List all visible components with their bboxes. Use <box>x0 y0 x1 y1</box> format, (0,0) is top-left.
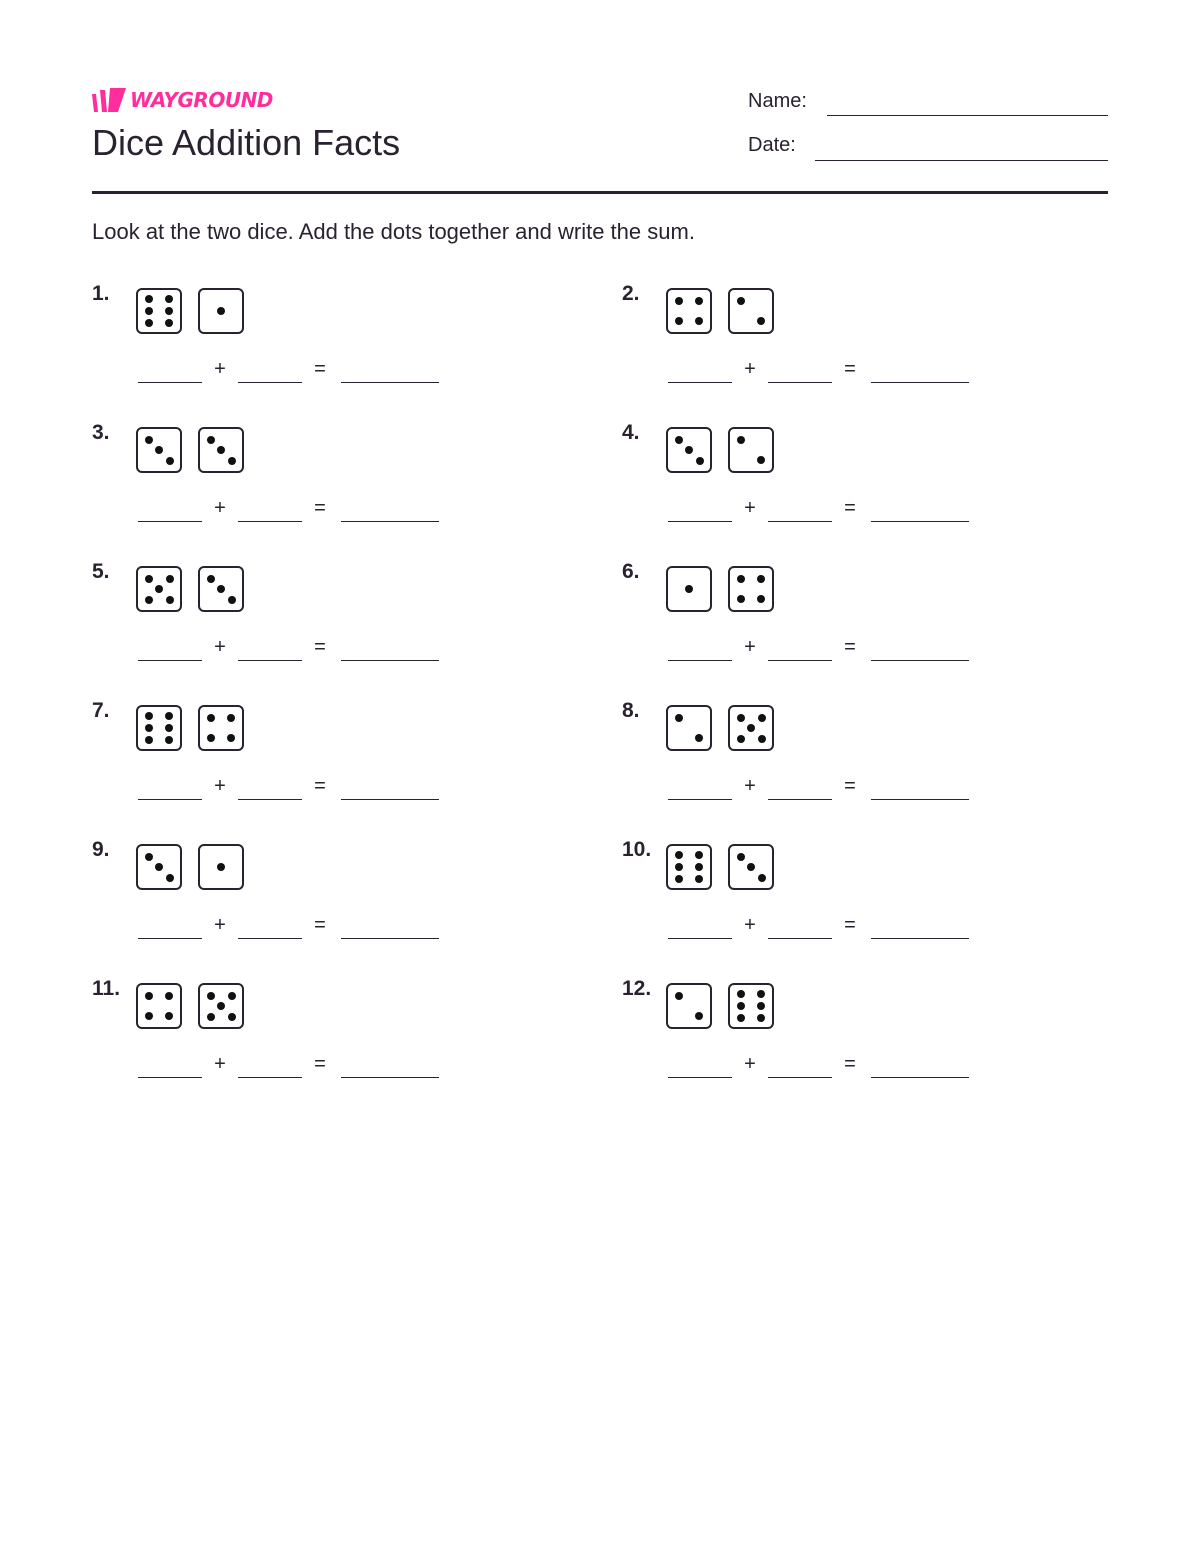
die-pip <box>757 990 765 998</box>
problem-number: 10. <box>622 838 652 861</box>
die-pip <box>165 1012 173 1020</box>
die-pip <box>737 575 745 583</box>
problem-2 <box>622 282 1042 402</box>
die-pip <box>228 992 236 1000</box>
die-pip <box>758 874 766 882</box>
die-pip <box>695 317 703 325</box>
die-pip <box>207 436 215 444</box>
die-pip <box>166 596 174 604</box>
instructions: Look at the two dice. Add the dots together and write the sum. <box>92 219 695 244</box>
die-pip <box>145 295 153 303</box>
plus-sign: + <box>744 1053 756 1075</box>
die-pip <box>696 457 704 465</box>
addend-1-blank[interactable] <box>138 1077 202 1078</box>
die-pip <box>675 297 683 305</box>
sum-blank[interactable] <box>341 660 439 661</box>
plus-sign: + <box>744 497 756 519</box>
die-pip <box>217 307 225 315</box>
addend-1-blank[interactable] <box>668 799 732 800</box>
problem-7 <box>92 699 512 819</box>
die-pip <box>685 446 693 454</box>
addend-2-blank[interactable] <box>768 382 832 383</box>
die-face-4-icon <box>666 288 712 334</box>
die-pip <box>737 595 745 603</box>
die-pip <box>145 736 153 744</box>
die-face-5-icon <box>728 705 774 751</box>
die-pip <box>228 1013 236 1021</box>
die-pip <box>737 297 745 305</box>
problem-3 <box>92 421 512 541</box>
die-pip <box>228 457 236 465</box>
die-pip <box>165 319 173 327</box>
die-pip <box>757 595 765 603</box>
problem-number: 9. <box>92 838 110 861</box>
die-pip <box>166 874 174 882</box>
die-pip <box>685 585 693 593</box>
die-pip <box>207 714 215 722</box>
die-pip <box>145 596 153 604</box>
addend-1-blank[interactable] <box>668 1077 732 1078</box>
addend-1-blank[interactable] <box>668 938 732 939</box>
die-pip <box>145 436 153 444</box>
problem-10 <box>622 838 1042 958</box>
die-face-5-icon <box>198 983 244 1029</box>
die-face-4-icon <box>728 566 774 612</box>
plus-sign: + <box>214 497 226 519</box>
equals-sign: = <box>314 914 326 936</box>
sum-blank[interactable] <box>871 1077 969 1078</box>
addend-2-blank[interactable] <box>238 521 302 522</box>
name-label: Name: <box>748 90 807 112</box>
name-field[interactable] <box>827 115 1108 116</box>
equals-sign: = <box>314 636 326 658</box>
die-pip <box>757 456 765 464</box>
die-pip <box>737 1014 745 1022</box>
die-pip <box>737 714 745 722</box>
die-pip <box>217 585 225 593</box>
addend-1-blank[interactable] <box>668 660 732 661</box>
die-pip <box>758 735 766 743</box>
die-pip <box>165 736 173 744</box>
die-face-1-icon <box>198 288 244 334</box>
die-pip <box>747 863 755 871</box>
header-divider <box>92 191 1108 194</box>
die-pip <box>145 992 153 1000</box>
equals-sign: = <box>314 497 326 519</box>
sum-blank[interactable] <box>871 938 969 939</box>
die-face-3-icon <box>728 844 774 890</box>
sum-blank[interactable] <box>341 382 439 383</box>
die-pip <box>695 851 703 859</box>
die-pip <box>695 1012 703 1020</box>
equals-sign: = <box>314 775 326 797</box>
die-face-6-icon <box>136 288 182 334</box>
die-pip <box>695 863 703 871</box>
die-pip <box>165 724 173 732</box>
problem-number: 8. <box>622 699 640 722</box>
equals-sign: = <box>844 1053 856 1075</box>
die-face-2-icon <box>728 427 774 473</box>
die-face-3-icon <box>198 566 244 612</box>
equals-sign: = <box>844 636 856 658</box>
die-pip <box>747 724 755 732</box>
addend-1-blank[interactable] <box>138 521 202 522</box>
equals-sign: = <box>844 775 856 797</box>
die-face-2-icon <box>666 983 712 1029</box>
die-pip <box>675 863 683 871</box>
plus-sign: + <box>744 775 756 797</box>
plus-sign: + <box>744 914 756 936</box>
die-face-1-icon <box>198 844 244 890</box>
sum-blank[interactable] <box>871 521 969 522</box>
addend-2-blank[interactable] <box>238 660 302 661</box>
sum-blank[interactable] <box>871 382 969 383</box>
die-pip <box>165 992 173 1000</box>
die-pip <box>757 1014 765 1022</box>
die-pip <box>207 575 215 583</box>
plus-sign: + <box>214 636 226 658</box>
addend-2-blank[interactable] <box>238 1077 302 1078</box>
problem-number: 11. <box>92 977 121 1000</box>
die-face-2-icon <box>728 288 774 334</box>
problem-4 <box>622 421 1042 541</box>
die-pip <box>757 317 765 325</box>
problem-9 <box>92 838 512 958</box>
problem-5 <box>92 560 512 680</box>
addend-1-blank[interactable] <box>138 938 202 939</box>
equals-sign: = <box>314 358 326 380</box>
problem-number: 12. <box>622 977 652 1000</box>
sum-blank[interactable] <box>341 521 439 522</box>
die-pip <box>217 863 225 871</box>
die-pip <box>217 1002 225 1010</box>
sum-blank[interactable] <box>341 1077 439 1078</box>
plus-sign: + <box>214 914 226 936</box>
plus-sign: + <box>214 775 226 797</box>
die-face-6-icon <box>728 983 774 1029</box>
die-pip <box>207 1013 215 1021</box>
die-pip <box>758 714 766 722</box>
die-pip <box>165 712 173 720</box>
die-pip <box>217 446 225 454</box>
date-field[interactable] <box>815 160 1108 161</box>
problem-number: 7. <box>92 699 110 722</box>
addend-2-blank[interactable] <box>238 938 302 939</box>
problem-11 <box>92 977 512 1097</box>
die-face-4-icon <box>198 705 244 751</box>
die-pip <box>675 992 683 1000</box>
die-pip <box>145 712 153 720</box>
problem-number: 4. <box>622 421 640 444</box>
die-face-6-icon <box>136 705 182 751</box>
die-face-5-icon <box>136 566 182 612</box>
sum-blank[interactable] <box>871 799 969 800</box>
die-pip <box>227 714 235 722</box>
plus-sign: + <box>214 358 226 380</box>
die-pip <box>166 575 174 583</box>
die-face-2-icon <box>666 705 712 751</box>
die-pip <box>155 585 163 593</box>
addend-2-blank[interactable] <box>768 521 832 522</box>
die-pip <box>675 875 683 883</box>
problem-number: 1. <box>92 282 110 305</box>
sum-blank[interactable] <box>871 660 969 661</box>
die-pip <box>737 735 745 743</box>
die-pip <box>737 853 745 861</box>
die-pip <box>675 714 683 722</box>
die-pip <box>737 1002 745 1010</box>
problem-8 <box>622 699 1042 819</box>
die-pip <box>675 851 683 859</box>
die-pip <box>695 734 703 742</box>
die-pip <box>207 734 215 742</box>
brand-name: WAYGROUND <box>130 88 273 112</box>
problem-number: 6. <box>622 560 640 583</box>
date-label: Date: <box>748 134 796 156</box>
die-pip <box>155 446 163 454</box>
sum-blank[interactable] <box>341 938 439 939</box>
equals-sign: = <box>844 497 856 519</box>
die-pip <box>145 575 153 583</box>
addend-2-blank[interactable] <box>768 660 832 661</box>
die-face-4-icon <box>136 983 182 1029</box>
die-face-1-icon <box>666 566 712 612</box>
die-pip <box>155 863 163 871</box>
problem-number: 2. <box>622 282 640 305</box>
wayground-logo-icon <box>92 88 126 112</box>
brand-logo <box>92 86 273 114</box>
equals-sign: = <box>314 1053 326 1075</box>
addend-2-blank[interactable] <box>238 799 302 800</box>
addend-2-blank[interactable] <box>238 382 302 383</box>
equals-sign: = <box>844 914 856 936</box>
die-face-3-icon <box>136 427 182 473</box>
die-face-6-icon <box>666 844 712 890</box>
die-pip <box>145 307 153 315</box>
die-pip <box>165 307 173 315</box>
die-pip <box>695 297 703 305</box>
die-pip <box>145 724 153 732</box>
addend-1-blank[interactable] <box>138 799 202 800</box>
die-face-3-icon <box>136 844 182 890</box>
die-pip <box>166 457 174 465</box>
addend-1-blank[interactable] <box>138 660 202 661</box>
addend-1-blank[interactable] <box>668 521 732 522</box>
die-pip <box>165 295 173 303</box>
die-pip <box>695 875 703 883</box>
problem-number: 5. <box>92 560 110 583</box>
die-pip <box>737 990 745 998</box>
equals-sign: = <box>844 358 856 380</box>
die-pip <box>145 853 153 861</box>
page-title: Dice Addition Facts <box>92 122 401 163</box>
addend-2-blank[interactable] <box>768 1077 832 1078</box>
addend-2-blank[interactable] <box>768 938 832 939</box>
plus-sign: + <box>214 1053 226 1075</box>
addend-2-blank[interactable] <box>768 799 832 800</box>
problem-6 <box>622 560 1042 680</box>
die-pip <box>675 317 683 325</box>
addend-1-blank[interactable] <box>138 382 202 383</box>
plus-sign: + <box>744 636 756 658</box>
die-face-3-icon <box>198 427 244 473</box>
problem-1 <box>92 282 512 402</box>
addend-1-blank[interactable] <box>668 382 732 383</box>
die-pip <box>757 575 765 583</box>
die-pip <box>675 436 683 444</box>
plus-sign: + <box>744 358 756 380</box>
die-pip <box>145 319 153 327</box>
problem-12 <box>622 977 1042 1097</box>
die-pip <box>228 596 236 604</box>
die-pip <box>737 436 745 444</box>
die-face-3-icon <box>666 427 712 473</box>
die-pip <box>227 734 235 742</box>
problem-number: 3. <box>92 421 110 444</box>
die-pip <box>757 1002 765 1010</box>
die-pip <box>207 992 215 1000</box>
die-pip <box>145 1012 153 1020</box>
sum-blank[interactable] <box>341 799 439 800</box>
